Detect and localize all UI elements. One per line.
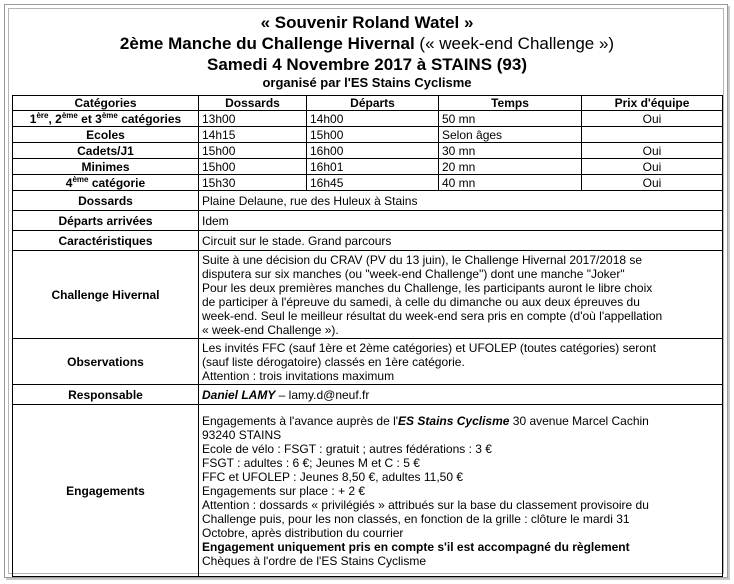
text-line: Pour les deux premières manches du Challenge, les participants auront le libre choix [202, 280, 653, 295]
info-label: Observations [13, 339, 199, 385]
text-line: de participer à l'épreuve du samedi, à celle du dimanche ou aux deux épreuves du [202, 294, 640, 309]
row-temps: 50 mn [439, 111, 582, 127]
info-label: Départs arrivées [13, 211, 199, 231]
responsable-email: – lamy.d@neuf.fr [275, 387, 370, 402]
text-line: « week-end Challenge »). [202, 322, 339, 337]
subtitle-normal: (« week-end Challenge ») [419, 34, 615, 53]
info-row-caracteristiques [13, 231, 723, 251]
text-line: (sauf liste dérogatoire) classés en 1ère catégorie. [202, 354, 465, 369]
text-line: Octobre, après distribution du courrier [202, 525, 404, 540]
header-temps: Temps [439, 96, 582, 111]
row-category: Ecoles [13, 127, 199, 143]
row-dossards: 14h15 [199, 127, 307, 143]
row-prix: Oui [582, 143, 723, 159]
row-category: Minimes [13, 159, 199, 175]
row-dossards: 13h00 [199, 111, 307, 127]
row-temps: Selon âges [439, 127, 582, 143]
row-departs: 16h00 [307, 143, 439, 159]
info-label: Challenge Hivernal [13, 251, 199, 339]
text-line: Ecole de vélo : FSGT : gratuit ; autres fédérations : 3 € [202, 441, 492, 456]
info-row-challenge [13, 251, 723, 339]
text-line: Engagements à l'avance auprès de l'ES Stains Cyclisme 30 avenue Marcel Cachin [202, 413, 649, 428]
row-departs: 16h01 [307, 159, 439, 175]
info-value [199, 339, 723, 385]
info-label: Responsable [13, 385, 199, 405]
date-line: Samedi 4 Novembre 2017 à STAINS (93) [207, 55, 527, 74]
text-line-bold: Engagement uniquement pris en compte s'il est accompagné du règlement [202, 539, 630, 554]
text-line: Engagements sur place : + 2 € [202, 483, 366, 498]
subtitle-bold: 2ème Manche du Challenge Hivernal [119, 34, 415, 53]
row-departs: 14h00 [307, 111, 439, 127]
text-line: Suite à une décision du CRAV (PV du 13 juin), le Challenge Hivernal 2017/2018 se [202, 252, 643, 267]
row-prix: Oui [582, 111, 723, 127]
table-row [13, 127, 723, 143]
text-line: FFC et UFOLEP : Jeunes 8,50 €, adultes 11,50 € [202, 469, 464, 484]
table-row [13, 111, 723, 127]
info-row-engagements [13, 405, 723, 577]
row-category: Cadets/J1 [13, 143, 199, 159]
table-row [13, 143, 723, 159]
row-category: 1ère, 2ème et 3ème catégories [13, 111, 199, 127]
text-line: Attention : dossards « privilégiés » attribués sur la base du classement provisoire du [202, 497, 649, 512]
row-prix: Oui [582, 159, 723, 175]
header-dossards: Dossards [199, 96, 307, 111]
row-dossards: 15h00 [199, 143, 307, 159]
row-dossards: 15h00 [199, 159, 307, 175]
table-row [13, 175, 723, 191]
text-line: 93240 STAINS [202, 427, 282, 442]
header-categories: Catégories [13, 96, 199, 111]
info-row-observations [13, 339, 723, 385]
row-temps: 40 mn [439, 175, 582, 191]
row-departs: 15h00 [307, 127, 439, 143]
info-value [199, 385, 723, 405]
row-prix: Oui [582, 175, 723, 191]
document-header [0, 12, 734, 91]
responsable-name: Daniel LAMY [202, 387, 276, 402]
organizer-line: organisé par l'ES Stains Cyclisme [262, 75, 472, 90]
info-label: Dossards [13, 191, 199, 211]
info-value: Plaine Delaune, rue des Huleux à Stains [199, 191, 723, 211]
row-temps: 30 mn [439, 143, 582, 159]
row-category: 4ème catégorie [13, 175, 199, 191]
text-line: disputera sur six manches (ou "week-end Challenge") dont une manche "Joker" [202, 266, 625, 281]
info-row-dossards [13, 191, 723, 211]
text-line: Challenge puis, pour les non classés, en fonction de la grille : clôture le mardi 31 [202, 511, 630, 526]
row-departs: 16h45 [307, 175, 439, 191]
info-value [199, 405, 723, 577]
table-header-row [13, 96, 723, 111]
text-line: Chèques à l'ordre de l'ES Stains Cyclisme [202, 553, 427, 568]
info-value: Idem [199, 211, 723, 231]
row-dossards: 15h30 [199, 175, 307, 191]
info-value [199, 251, 723, 339]
info-value: Circuit sur le stade. Grand parcours [199, 231, 723, 251]
table-row [13, 159, 723, 175]
text-line: Attention : trois invitations maximum [202, 368, 395, 383]
title-line: « Souvenir Roland Watel » [260, 13, 474, 32]
text-line: FSGT : adultes : 6 €; Jeunes M et C : 5 € [202, 455, 420, 470]
event-table [12, 95, 723, 577]
text-line: week-end. Seul le meilleur résultat du week-end sera pris en compte (d'où l'appellation [202, 308, 663, 323]
info-row-departs [13, 211, 723, 231]
header-prix: Prix d'équipe [582, 96, 723, 111]
row-prix [582, 127, 723, 143]
text-line: Les invités FFC (sauf 1ère et 2ème catégories) et UFOLEP (toutes catégories) seront [202, 340, 656, 355]
info-label: Engagements [13, 405, 199, 577]
row-temps: 20 mn [439, 159, 582, 175]
info-label: Caractéristiques [13, 231, 199, 251]
header-departs: Départs [307, 96, 439, 111]
subtitle-line [0, 33, 734, 54]
info-row-responsable [13, 385, 723, 405]
